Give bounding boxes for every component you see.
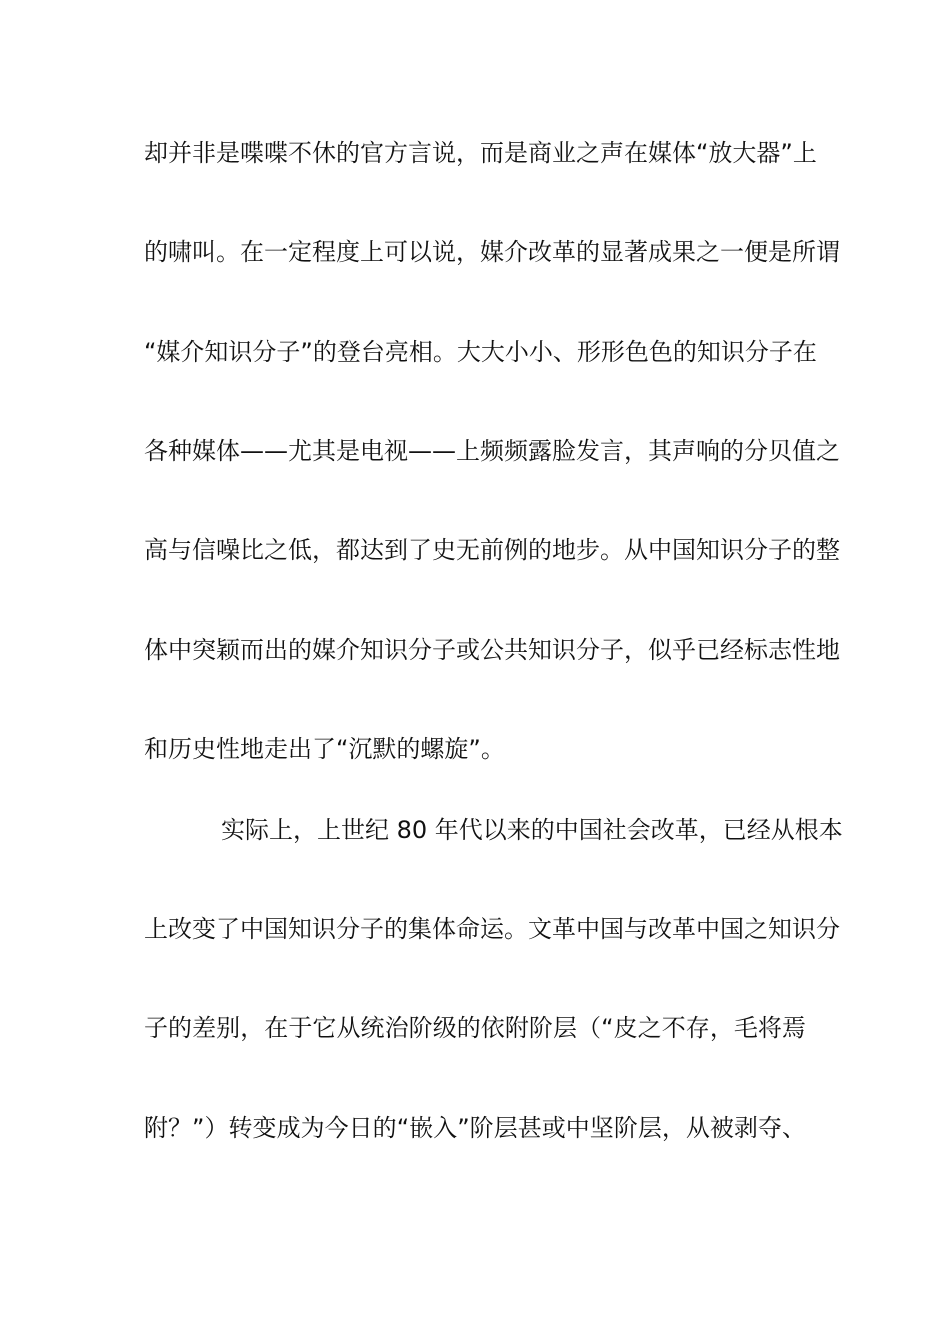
text-line: 高与信噪比之低，都达到了史无前例的地步。从中国知识分子的整 [144,536,840,564]
text-line: 附？”）转变成为今日的“嵌入”阶层甚或中坚阶层，从被剥夺、 [144,1114,806,1142]
text-line: 体中突颖而出的媒介知识分子或公共知识分子，似乎已经标志性地 [144,636,840,664]
text-line: 子的差别，在于它从统治阶级的依附阶层（“皮之不存，毛将焉 [144,1014,806,1042]
text-line: 和历史性地走出了“沉默的螺旋”。 [144,735,505,763]
text-line: 实际上，上世纪 80 年代以来的中国社会改革，已经从根本 [221,816,843,844]
text-line: 的啸叫。在一定程度上可以说，媒介改革的显著成果之一便是所谓 [144,238,840,266]
text-line: “媒介知识分子”的登台亮相。大大小小、形形色色的知识分子在 [144,338,817,366]
text-line: 上改变了中国知识分子的集体命运。文革中国与改革中国之知识分 [144,915,840,943]
text-line: 各种媒体——尤其是电视——上频频露脸发言，其声响的分贝值之 [144,437,840,465]
text-line: 却并非是喋喋不休的官方言说，而是商业之声在媒体“放大器”上 [144,139,817,167]
